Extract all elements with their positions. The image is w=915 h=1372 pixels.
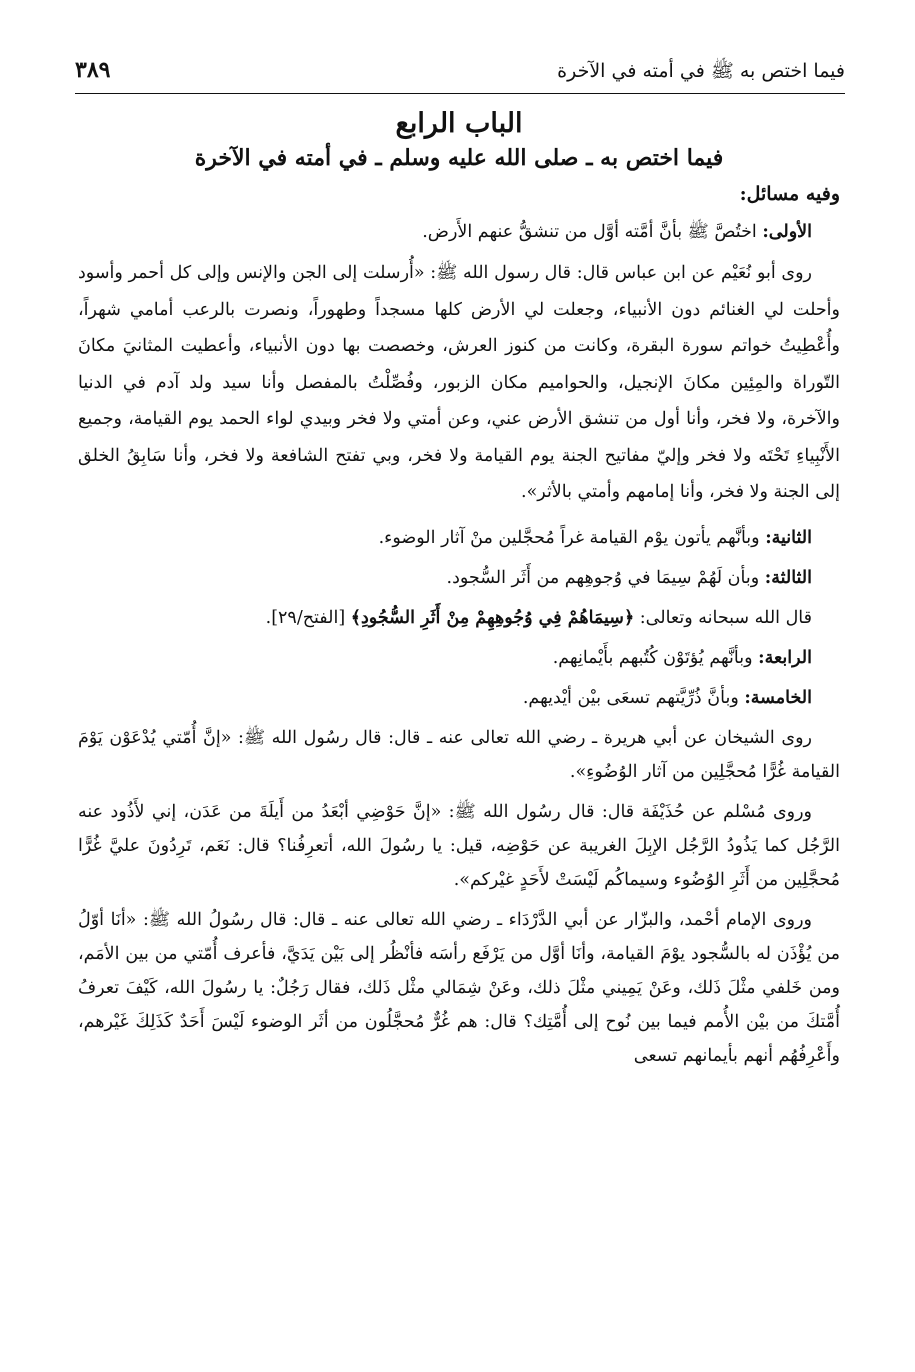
issue-second <box>78 521 840 555</box>
chapter-title: الباب الرابع <box>395 108 523 139</box>
hadith-abu-nuaym: روى أبو نُعَيْم عن ابن عباس قال: قال رسول الله ﷺ: «أُرسلت إلى الجن والإنس وإلى كل أحمر وأسود وأحلت لي الغنائم دون الأنبياء، وجعلت لي الأرض كلها مسجداً وطهوراً، ونصرت بالرعب أمامي شهراً، وأُعْطِيتُ خواتم سورة البقرة، وكانت من كنوز العرش، وخصصت بها دون الأنبياء، وأعطيت المثانيَ مكانَ التّوراة والمِئِين مكانَ الإنجيل، والحواميم مكان الزبور، وفُصِّلْتُ بالمفصل وأنا سيد ولد آدم في الدنيا والآخرة، ولا فخر، وأنا أول من تنشق الأرض عني، وعن أمتي ولا فخر وبيدي لواء الحمد يوم القيامة، وجميع الأَنْبِياءِ تَحْتَه ولا فخر وإليّ مفاتيح الجنة يوم القيامة ولا فخر، وبي تفتح الشافعة ولا فخر، وأنا سَابِقُ الخلق إلى الجنة ولا فخر، وأنا إمامهم وأمتي بالأثر». <box>78 263 840 502</box>
issue-text: اختُصَّ ﷺ بأنَّ أمَّته أوَّل من تنشقُّ عنهم الأَرض. <box>422 222 763 242</box>
issue-text: وبأنَّهم يُؤتَوْن كُتُبهم بأَيْمانِهم. <box>552 647 759 668</box>
chapter-subtitle: فيما اختص به ـ صلى الله عليه وسلم ـ في أمته في الآخرة <box>194 145 724 171</box>
issue-third <box>78 561 840 595</box>
issue-text: وبأنَّهم يأتون يوْم القيامة غراً مُحجَّلين منْ آثار الوضوء. <box>378 527 766 548</box>
page-header <box>75 55 845 94</box>
hadith-muslim: وروى مُسْلم عن حُذَيْفَة قال: قال رسُول الله ﷺ: «إنَّ حَوْضِي أبْعَدُ من أَيلَةَ من عَدَن، إني لأَذُود عنه الرَّجُل كما يَذُودُ الرَّجُل الإبِلَ الغريبة عن حَوْضِه، قيل: يا رسُولَ الله، أتعرِفُنا؟ قال: نَعَم، تَرِدُونَ عليَّ غُرًّا مُحجَّلِين من أَثَرِ الوُضُوء وسيماكُم لَيْسَتْ لأَحَدٍ غيْركم». <box>78 801 840 890</box>
page-number: ٣٨٩ <box>75 57 111 83</box>
quran-reference: [الفتح/٢٩]. <box>265 607 351 628</box>
page-body <box>78 108 840 1079</box>
quran-verse: ﴿سِيمَاهُمْ فِي وُجُوهِهِمْ مِنْ أَثَرِ السُّجُودِ﴾ <box>350 607 635 628</box>
issue-label: الثالثة: <box>764 567 812 588</box>
issue-text: وبأنَّ ذُرِّيَّتهم تسعَى بيْن أيْديهم. <box>522 687 745 708</box>
quran-citation <box>78 601 840 635</box>
hadith-ahmad: وروى الإمام أحْمد، والبزّار عن أبي الدَّرْدَاء ـ رضي الله تعالى عنه ـ قال: قال رسُولُ الله ﷺ: «أنَا أوّلُ من يُؤْذَن له بالسُّجود يوْمَ القيامة، وأنَا أوَّل من يَرْفَع رأسَه فأنْظُر إلى بَيْن يَدَيَّ، فأعرف أُمّتي من بين الأمَم، ومن خَلفي مثْلَ ذَلك، وعَنْ يَمِيني مثْلَ ذلك، وعَنْ شِمَالي مثْل ذَلك، فقال رَجُلٌ: يا رسُولَ الله، كَيْفَ تعرفُ أُمَّتكَ من بيْن الأُمم فيما بين نُوح إلى أُمَّتِك؟ قال: هم غُرٌّ مُحجَّلُون من أثَر الوضوء لَيْسَ أَحَدٌ كَذَلِكَ غَيْرهم، وأَعْرِفُهُم أنهم بأيمانهم تسعى <box>78 909 840 1066</box>
issue-label: الأولى: <box>762 222 812 242</box>
issue-label: الخامسة: <box>744 687 812 708</box>
quran-intro: قال الله سبحانه وتعالى: <box>634 607 812 628</box>
issue-text: وبأن لَهُمْ سِيمَا في وُجوهِهم من أَثَر السُّجود. <box>446 567 765 588</box>
issue-label: الثانية: <box>765 527 812 548</box>
issue-label: الرابعة: <box>758 647 812 668</box>
issues-intro: وفيه مسائل: <box>739 183 840 205</box>
issue-fifth <box>78 681 840 715</box>
hadith-shaykhan: روى الشيخان عن أبي هريرة ـ رضي الله تعالى عنه ـ قال: قال رسُول الله ﷺ: «إنَّ أُمّتي يُدْعَوْن يَوْمَ القيامة غُرًّا مُحجَّلِين من آثار الوُضُوءِ». <box>78 727 840 782</box>
issue-first <box>78 215 840 249</box>
issue-fourth <box>78 641 840 675</box>
running-title: فيما اختص به ﷺ في أمته في الآخرة <box>557 60 845 82</box>
